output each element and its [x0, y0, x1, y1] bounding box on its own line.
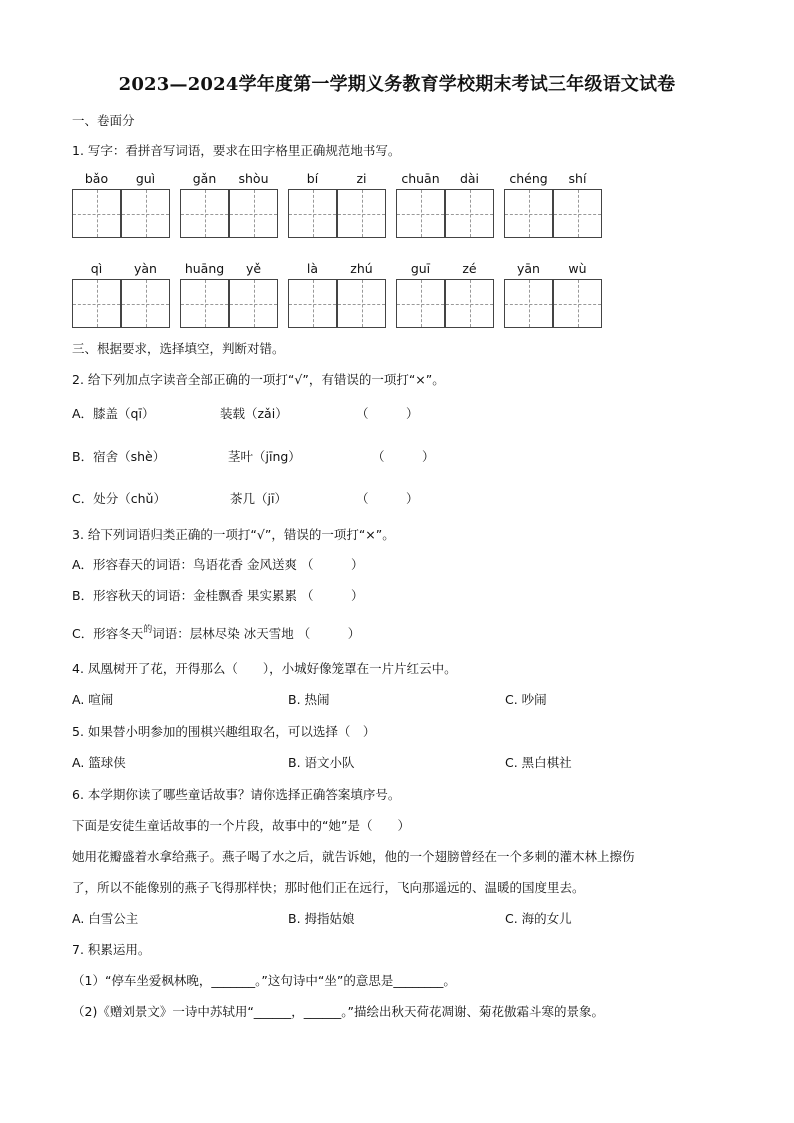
- writing-cell[interactable]: [121, 189, 170, 238]
- writing-cell[interactable]: [504, 279, 553, 328]
- writing-cell[interactable]: [396, 189, 445, 238]
- question-5-prompt: 5. 如果替小明参加的围棋兴趣组取名，可以选择（ ）: [72, 724, 376, 739]
- q6-passage-line-1: 她用花瓣盛着水拿给燕子。燕子喝了水之后，就告诉她，他的一个翅膀曾经在一个多刺的灌木林上擦伤: [72, 849, 635, 864]
- pinyin-label: shòu: [238, 171, 269, 186]
- q6-option-b: B. 拇指姑娘: [288, 911, 355, 926]
- question-2-prompt: 2. 给下列加点字读音全部正确的一项打“√”，有错误的一项打“×”。: [72, 372, 445, 387]
- q3-option-c: [72, 625, 360, 645]
- q2-option-c: C．处分（chǔ）: [72, 491, 166, 506]
- q4-option-b: B. 热闹: [288, 692, 330, 707]
- q2-option-b: B．宿舍（shè）: [72, 449, 166, 464]
- pinyin-label: guì: [135, 171, 156, 186]
- writing-cell[interactable]: [337, 279, 386, 328]
- q5-option-a: A. 篮球侠: [72, 755, 126, 770]
- q3-option-c-superscript: 的: [143, 625, 153, 635]
- writing-cell[interactable]: [288, 189, 337, 238]
- writing-cell[interactable]: [229, 189, 278, 238]
- writing-cell[interactable]: [288, 279, 337, 328]
- pinyin-label: yàn: [134, 261, 157, 276]
- pinyin-label: bí: [306, 171, 319, 186]
- q3-option-c-part2: 词语：层林尽染 冰天雪地 （ ）: [152, 626, 361, 641]
- pinyin-label: bǎo: [84, 171, 109, 186]
- question-3-prompt: 3. 给下列词语归类正确的一项打“√”，错误的一项打“×”。: [72, 527, 395, 542]
- q4-option-a: A. 喧闹: [72, 692, 114, 707]
- question-6-prompt: 6. 本学期你读了哪些童话故事？请你选择正确答案填序号。: [72, 787, 401, 802]
- q7-item-2: （2)《赠刘景文》一诗中苏轼用“______，______。”描绘出秋天荷花凋谢、菊花傲霜斗寒的景象。: [72, 1004, 605, 1019]
- answer-blank[interactable]: （ ）: [356, 491, 419, 506]
- q2-option-a-word2: 装载（zǎi）: [220, 406, 288, 421]
- pinyin-label: qì: [90, 261, 103, 276]
- writing-cell[interactable]: [445, 279, 494, 328]
- question-4-prompt: 4. 凤凰树开了花，开得那么（ ），小城好像笼罩在一片片红云中。: [72, 661, 457, 676]
- q6-option-c: C. 海的女儿: [505, 911, 572, 926]
- writing-cell[interactable]: [72, 189, 121, 238]
- section-heading-choice: 三、根据要求，选择填空，判断对错。: [72, 341, 285, 356]
- writing-cell[interactable]: [121, 279, 170, 328]
- writing-cell[interactable]: [396, 279, 445, 328]
- q3-option-c-part1: C．形容冬天: [72, 626, 144, 641]
- answer-blank[interactable]: （ ）: [372, 449, 435, 464]
- pinyin-label: huāng: [184, 261, 225, 276]
- q3-option-a: A．形容春天的词语：鸟语花香 金风送爽 （ ）: [72, 557, 364, 572]
- writing-cell[interactable]: [504, 189, 553, 238]
- q7-item-1: （1）“停车坐爱枫林晚，_______。”这句诗中“坐”的意思是________。: [72, 973, 456, 988]
- q6-passage-intro: 下面是安徒生童话故事的一个片段，故事中的“她”是（ ）: [72, 818, 410, 833]
- pinyin-label: shí: [568, 171, 587, 186]
- writing-cell[interactable]: [553, 279, 602, 328]
- pinyin-label: dài: [459, 171, 480, 186]
- pinyin-label: guī: [410, 261, 431, 276]
- pinyin-label: chuān: [401, 171, 440, 186]
- writing-cell[interactable]: [180, 279, 229, 328]
- writing-cell[interactable]: [72, 279, 121, 328]
- q6-option-a: A. 白雪公主: [72, 911, 139, 926]
- answer-blank[interactable]: （ ）: [356, 406, 419, 421]
- pinyin-label: zé: [462, 261, 477, 276]
- pinyin-label: gǎn: [192, 171, 217, 186]
- pinyin-label: chéng: [509, 171, 548, 186]
- writing-cell[interactable]: [553, 189, 602, 238]
- pinyin-label: yě: [245, 261, 262, 276]
- pinyin-label: zi: [356, 171, 367, 186]
- q2-option-a: A．膝盖（qī）: [72, 406, 155, 421]
- q5-option-c: C. 黑白棋社: [505, 755, 572, 770]
- q5-option-b: B. 语文小队: [288, 755, 355, 770]
- q4-option-c: C. 吵闹: [505, 692, 547, 707]
- pinyin-label: wù: [568, 261, 587, 276]
- question-7-prompt: 7. 积累运用。: [72, 942, 151, 957]
- question-1-prompt: 1. 写字：看拼音写词语，要求在田字格里正确规范地书写。: [72, 143, 401, 158]
- q2-option-c-word2: 茶几（jī）: [230, 491, 287, 506]
- section-heading-score: 一、卷面分: [72, 113, 135, 128]
- q3-option-b: B．形容秋天的词语：金桂飘香 果实累累 （ ）: [72, 588, 364, 603]
- writing-cell[interactable]: [445, 189, 494, 238]
- q2-option-b-word2: 茎叶（jīng）: [228, 449, 301, 464]
- writing-cell[interactable]: [229, 279, 278, 328]
- pinyin-label: zhú: [350, 261, 373, 276]
- writing-cell[interactable]: [180, 189, 229, 238]
- pinyin-label: yān: [517, 261, 540, 276]
- page-title: 2023—2024学年度第一学期义务教育学校期末考试三年级语文试卷: [118, 74, 676, 95]
- pinyin-label: là: [306, 261, 319, 276]
- q6-passage-line-2: 了，所以不能像别的燕子飞得那样快；那时他们正在远行，飞向那遥远的、温暖的国度里去。: [72, 880, 585, 895]
- writing-cell[interactable]: [337, 189, 386, 238]
